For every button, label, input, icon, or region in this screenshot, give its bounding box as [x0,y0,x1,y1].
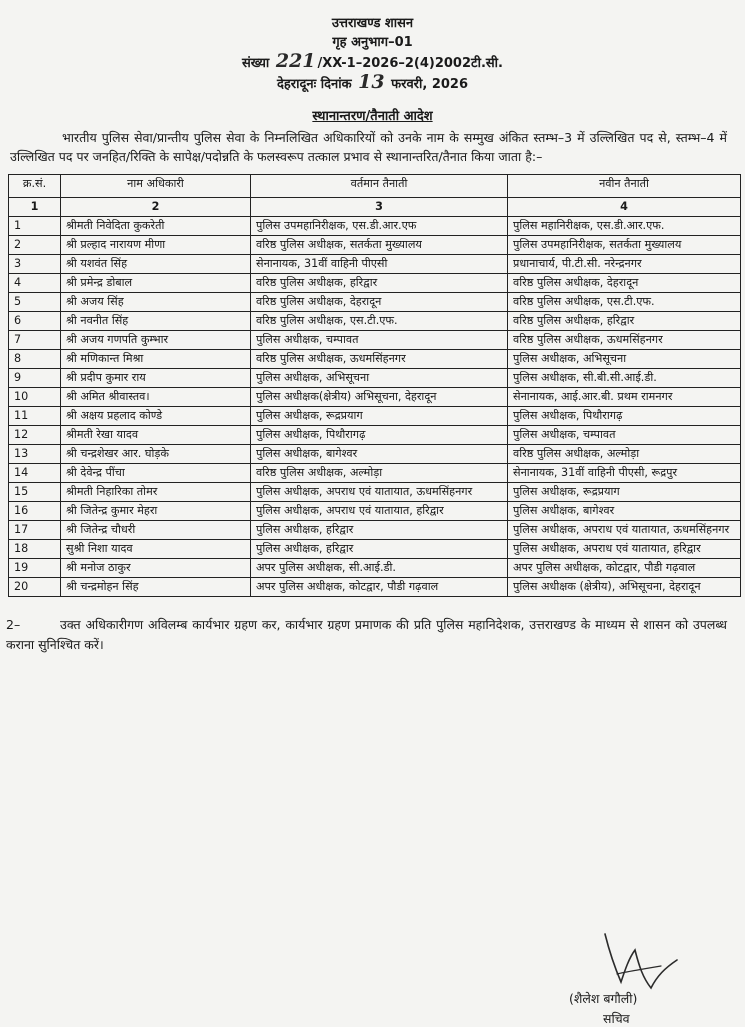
new-posting-cell: सेनानायक, 31वीं वाहिनी पीएसी, रूद्रपुर [508,464,741,483]
table-row [9,369,741,388]
serial-cell: 11 [9,407,61,426]
table-row [9,483,741,502]
officer-name-cell: श्री मणिकान्त मिश्रा [61,350,251,369]
officer-name-cell: श्री चन्द्रशेखर आर. घोड़के [61,445,251,464]
order-date-suffix: फरवरी, 2026 [391,77,469,92]
current-posting-cell: वरिष्ठ पुलिस अधीक्षक, अल्मोड़ा [251,464,508,483]
serial-cell: 19 [9,559,61,578]
table-row [9,540,741,559]
serial-cell: 7 [9,331,61,350]
serial-cell: 16 [9,502,61,521]
current-posting-cell: पुलिस अधीक्षक, हरिद्वार [251,540,508,559]
current-posting-cell: अपर पुलिस अधीक्षक, सी.आई.डी. [251,559,508,578]
table-row [9,217,741,236]
current-posting-cell: पुलिस अधीक्षक, पिथौरागढ़ [251,426,508,445]
serial-cell: 3 [9,255,61,274]
new-posting-cell: पुलिस अधीक्षक, बागेश्वर [508,502,741,521]
current-posting-cell: वरिष्ठ पुलिस अधीक्षक, एस.टी.एफ. [251,312,508,331]
new-posting-cell: पुलिस अधीक्षक, पिथौरागढ़ [508,407,741,426]
current-posting-cell: पुलिस अधीक्षक, चम्पावत [251,331,508,350]
order-date [0,73,745,94]
order-number-label: संख्या [242,56,270,71]
government-title: उत्तराखण्ड शासन [331,16,414,31]
table-row [9,274,741,293]
serial-cell: 4 [9,274,61,293]
department-name: गृह अनुभाग–01 [332,35,413,50]
table-row [9,445,741,464]
current-posting-cell: पुलिस अधीक्षक(क्षेत्रीय) अभिसूचना, देहरादून [251,388,508,407]
closing-paragraph-text: उक्त अधिकारीगण अविलम्ब कार्यभार ग्रहण कर, कार्यभार ग्रहण प्रमाणक की प्रति पुलिस महानिदेशक, उत्तराखण्ड के माध्यम से शासन को उपलब्ध कराना सुनिश्चित करें। [6,617,727,652]
officer-name-cell: श्री अजय गणपति कुम्भार [61,331,251,350]
serial-cell: 17 [9,521,61,540]
table-row [9,293,741,312]
header-new-posting: नवीन तैनाती [508,175,741,198]
serial-cell: 9 [9,369,61,388]
new-posting-cell: पुलिस अधीक्षक (क्षेत्रीय), अभिसूचना, देहरादून [508,578,741,597]
header-current-posting: वर्तमान तैनाती [251,175,508,198]
paragraph-number: 2– [6,617,21,632]
table-row [9,407,741,426]
closing-paragraph [6,615,727,655]
order-number-suffix: /XX-1–2026–2(4)2002टी.सी. [317,56,503,71]
current-posting-cell: वरिष्ठ पुलिस अधीक्षक, ऊधमसिंहनगर [251,350,508,369]
officer-name-cell: श्री अक्षय प्रहलाद कोण्डे [61,407,251,426]
current-posting-cell: पुलिस अधीक्षक, अभिसूचना [251,369,508,388]
column-number: 4 [508,198,741,217]
officer-name-cell: श्रीमती रेखा यादव [61,426,251,445]
serial-cell: 12 [9,426,61,445]
current-posting-cell: सेनानायक, 31वीं वाहिनी पीएसी [251,255,508,274]
serial-cell: 2 [9,236,61,255]
officer-name-cell: श्री जितेन्द्र चौधरी [61,521,251,540]
new-posting-cell: पुलिस उपमहानिरीक्षक, सतर्कता मुख्यालय [508,236,741,255]
new-posting-cell: पुलिस अधीक्षक, सी.बी.सी.आई.डी. [508,369,741,388]
transfer-table [8,174,741,597]
serial-cell: 5 [9,293,61,312]
table-body [9,198,741,597]
intro-paragraph: भारतीय पुलिस सेवा/प्रान्तीय पुलिस सेवा के निम्नलिखित अधिकारियों को उनके नाम के सम्मुख अंकित स्तम्भ–3 में उल्लिखित पद से, स्तम्भ–4 में उल्लिखित पद पर जनहित/रिक्ति के सापेक्ष/पदोन्नति के फलस्वरूप तत्काल प्रभाव से स्थानान्तरित/तैनात किया जाता है:– [10,130,727,164]
officer-name-cell: श्री अमित श्रीवास्तव। [61,388,251,407]
table-row [9,388,741,407]
order-date-handwritten: 13 [358,71,385,93]
table-row [9,331,741,350]
officer-name-cell: श्री देवेन्द्र पींचा [61,464,251,483]
current-posting-cell: पुलिस अधीक्षक, अपराध एवं यातायात, ऊधमसिंहनगर [251,483,508,502]
table-row [9,350,741,369]
header-officer-name: नाम अधिकारी [61,175,251,198]
officer-name-cell: श्री नवनीत सिंह [61,312,251,331]
new-posting-cell: पुलिस अधीक्षक, रूद्रप्रयाग [508,483,741,502]
serial-cell: 20 [9,578,61,597]
new-posting-cell: वरिष्ठ पुलिस अधीक्षक, देहरादून [508,274,741,293]
new-posting-cell: पुलिस महानिरीक्षक, एस.डी.आर.एफ. [508,217,741,236]
new-posting-cell: वरिष्ठ पुलिस अधीक्षक, अल्मोड़ा [508,445,741,464]
officer-name-cell: श्री प्रमेन्द्र डोबाल [61,274,251,293]
signatory-designation: सचिव [603,1011,630,1026]
officer-name-cell: श्री अजय सिंह [61,293,251,312]
serial-cell: 10 [9,388,61,407]
officer-name-cell: श्री जितेन्द्र कुमार मेहरा [61,502,251,521]
officer-name-cell: श्रीमती निवेदिता कुकरेती [61,217,251,236]
signatory-name: (शैलेश बगौली) [569,991,638,1006]
officer-name-cell: श्री यशवंत सिंह [61,255,251,274]
order-date-label: देहरादूनः दिनांक [276,77,352,92]
table-row [9,578,741,597]
order-number-handwritten: 221 [275,50,316,72]
document-header [0,0,745,94]
table-row [9,464,741,483]
order-title: स्थानान्तरण/तैनाती आदेश [312,109,433,124]
column-number: 2 [61,198,251,217]
new-posting-cell: वरिष्ठ पुलिस अधीक्षक, ऊधमसिंहनगर [508,331,741,350]
officer-name-cell: श्रीमती निहारिका तोमर [61,483,251,502]
column-number: 1 [9,198,61,217]
current-posting-cell: वरिष्ठ पुलिस अधीक्षक, सतर्कता मुख्यालय [251,236,508,255]
current-posting-cell: पुलिस अधीक्षक, हरिद्वार [251,521,508,540]
current-posting-cell: पुलिस अधीक्षक, बागेश्वर [251,445,508,464]
new-posting-cell: पुलिस अधीक्षक, चम्पावत [508,426,741,445]
officer-name-cell: श्री चन्द्रमोहन सिंह [61,578,251,597]
new-posting-cell: अपर पुलिस अधीक्षक, कोटद्वार, पौडी गढ़वाल [508,559,741,578]
officer-name-cell: सुश्री निशा यादव [61,540,251,559]
table-row [9,559,741,578]
current-posting-cell: पुलिस उपमहानिरीक्षक, एस.डी.आर.एफ [251,217,508,236]
serial-cell: 6 [9,312,61,331]
table-row [9,502,741,521]
new-posting-cell: वरिष्ठ पुलिस अधीक्षक, हरिद्वार [508,312,741,331]
table-row [9,255,741,274]
serial-cell: 1 [9,217,61,236]
table-header-row [9,175,741,198]
current-posting-cell: वरिष्ठ पुलिस अधीक्षक, देहरादून [251,293,508,312]
new-posting-cell: वरिष्ठ पुलिस अधीक्षक, एस.टी.एफ. [508,293,741,312]
serial-cell: 13 [9,445,61,464]
officer-name-cell: श्री प्रदीप कुमार राय [61,369,251,388]
table-row [9,312,741,331]
new-posting-cell: प्रधानाचार्य, पी.टी.सी. नरेन्द्रनगर [508,255,741,274]
signature-block [565,930,705,1024]
serial-cell: 15 [9,483,61,502]
header-serial: क्र.सं. [9,175,61,198]
new-posting-cell: पुलिस अधीक्षक, अभिसूचना [508,350,741,369]
current-posting-cell: अपर पुलिस अधीक्षक, कोटद्वार, पौडी गढ़वाल [251,578,508,597]
current-posting-cell: पुलिस अधीक्षक, अपराध एवं यातायात, हरिद्वार [251,502,508,521]
order-number [0,52,745,73]
new-posting-cell: पुलिस अधीक्षक, अपराध एवं यातायात, ऊधमसिंहनगर [508,521,741,540]
table-row [9,521,741,540]
serial-cell: 14 [9,464,61,483]
table-row [9,236,741,255]
new-posting-cell: सेनानायक, आई.आर.बी. प्रथम रामनगर [508,388,741,407]
officer-name-cell: श्री मनोज ठाकुर [61,559,251,578]
officer-name-cell: श्री प्रल्हाद नारायण मीणा [61,236,251,255]
serial-cell: 18 [9,540,61,559]
current-posting-cell: पुलिस अधीक्षक, रूद्रप्रयाग [251,407,508,426]
column-number-row [9,198,741,217]
current-posting-cell: वरिष्ठ पुलिस अधीक्षक, हरिद्वार [251,274,508,293]
serial-cell: 8 [9,350,61,369]
column-number: 3 [251,198,508,217]
table-row [9,426,741,445]
new-posting-cell: पुलिस अधीक्षक, अपराध एवं यातायात, हरिद्वार [508,540,741,559]
